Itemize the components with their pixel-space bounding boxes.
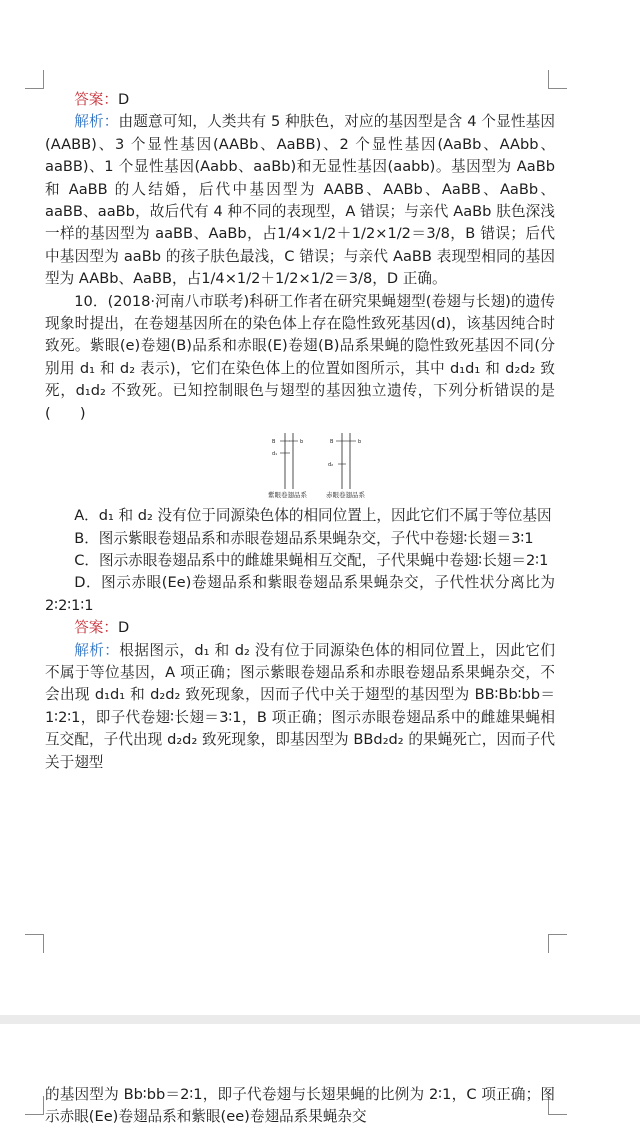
analysis-text: 由题意可知，人类共有 5 种肤色，对应的基因型是含 4 个显性基因(AABB)、3 个显性基因(AABb、AaBB)、2 个显性基因(AaBb、AAbb、aaBB)、1 个显性基因(Aabb、aaBb)和无显性基因(aabb)。基因型为 AaBb 和 AaBB 的人结婚，后代中基因型为 AABB、AABb、AaBB、AaBb、aaBB、aaBb，故后代有 4 种不同的表现型，A 错误；与亲代 AaBb 肤色深浅一样的基因型为 aaBB、AaBb，占1/4×1/2＋1/2×1/2＝3/8，B 错误；后代中基因型为 aaBb 的孩子肤色最浅，C 错误；与亲代 AaBB 表现型相同的基因型为 AABb、AaBB，占1/4×1/2＋1/2×1/2＝3/8，D 正确。 [45, 113, 555, 288]
answer-line-2 [45, 617, 555, 639]
option-a: A．d₁ 和 d₂ 没有位于同源染色体的相同位置上，因此它们不属于等位基因 [74, 507, 552, 525]
answer-value: D [117, 619, 130, 637]
gene-label-b: B [330, 439, 334, 446]
analysis-paragraph-2 [45, 640, 555, 774]
page-corner-mark [548, 70, 567, 89]
figure-caption-left: 紫眼卷翅品系 [268, 491, 307, 500]
page-1-content [45, 89, 555, 774]
option-c: C．图示赤眼卷翅品系中的雌雄果蝇相互交配，子代果蝇中卷翅∶长翅＝2∶1 [74, 551, 549, 569]
page-corner-mark [25, 1096, 44, 1115]
document-page-2 [0, 1024, 640, 1137]
page-2-content [45, 1084, 555, 1129]
gene-label-d2: d₂ [328, 462, 334, 469]
gene-label-b: B [272, 439, 276, 446]
answer-tag: 答案： [74, 91, 118, 108]
answer-tag: 答案： [74, 619, 118, 637]
page-corner-mark [548, 934, 567, 953]
page-corner-mark [25, 934, 44, 953]
chromosome-figure [250, 431, 390, 499]
gene-label-b-small: b [358, 439, 362, 446]
answer-line-1 [45, 89, 555, 111]
gene-label-b-small: b [300, 439, 304, 446]
figure-caption-right: 赤眼卷翅品系 [326, 491, 365, 500]
analysis-paragraph-1 [45, 111, 555, 290]
question-10-stem: 10．(2018·河南八市联考)科研工作者在研究果蝇翅型(卷翅与长翅)的遗传现象时提出，在卷翅基因所在的染色体上存在隐性致死基因(d)，该基因纯合时致死。紫眼(e)卷翅(B)品系和赤眼(E)卷翅(B)品系果蝇的隐性致死基因不同(分别用 d₁ 和 d₂ 表示)，它们在染色体上的位置如图所示，其中 d₁d₁ 和 d₂d₂ 致死，d₁d₂ 不致死。已知控制眼色与翅型的基因独立遗传，下列分析错误的是( ) [45, 292, 555, 422]
analysis-text: 根据图示，d₁ 和 d₂ 没有位于同源染色体的相同位置上，因此它们不属于等位基因，A 项正确；图示紫眼卷翅品系和赤眼卷翅品系果蝇杂交，不会出现 d₁d₁ 和 d₂d₂ 致死现象，因而子代中关于翅型的基因型为 BB∶Bb∶bb＝1∶2∶1，即子代卷翅∶长翅＝3∶1，B 项正确；图示赤眼卷翅品系中的雌雄果蝇相互交配，子代出现 d₂d₂ 致死现象，即基因型为 BBd₂d₂ 的果蝇死亡，因而子代关于翅型 [45, 641, 555, 771]
gene-label-d1: d₁ [272, 451, 278, 458]
analysis-tag: 解析： [74, 113, 119, 131]
analysis-tag: 解析： [74, 641, 120, 659]
answer-value: D [117, 91, 130, 108]
option-b: B．图示紫眼卷翅品系和赤眼卷翅品系果蝇杂交，子代中卷翅∶长翅＝3∶1 [74, 529, 534, 547]
option-d: D．图示赤眼(Ee)卷翅品系和紫眼卷翅品系果蝇杂交，子代性状分离比为 2∶2∶1∶1 [45, 574, 555, 614]
analysis-continuation: 的基因型为 Bb∶bb＝2∶1，即子代卷翅与长翅果蝇的比例为 2∶1，C 项正确；图示赤眼(Ee)卷翅品系和紫眼(ee)卷翅品系果蝇杂交 [45, 1086, 555, 1126]
page-corner-mark [25, 70, 44, 89]
